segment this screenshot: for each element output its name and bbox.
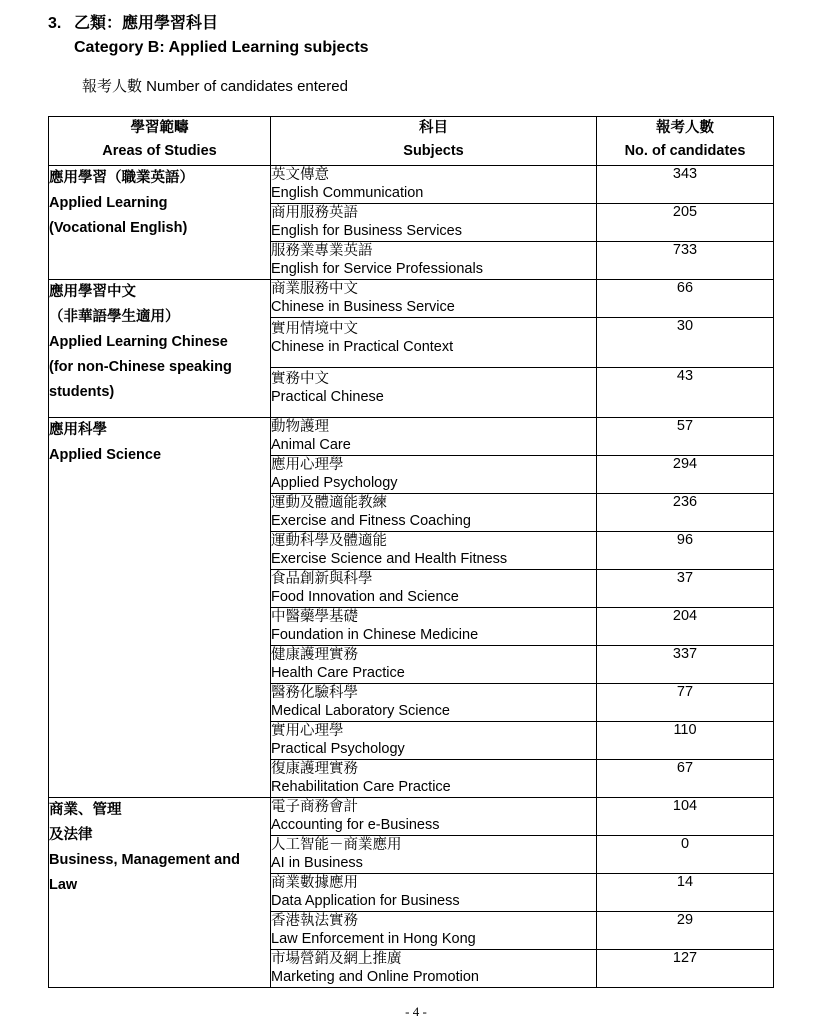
section-title-en: Category B: Applied Learning subjects <box>74 39 369 56</box>
subject-cell <box>271 950 597 988</box>
subject-name-en: Accounting for e-Business <box>271 817 440 833</box>
subject-cell <box>271 368 597 418</box>
subject-cell <box>271 798 597 836</box>
subject-name-zh: 英文傳意 <box>271 167 329 183</box>
candidate-count: 204 <box>597 608 774 646</box>
subject-name-en: Chinese in Practical Context <box>271 339 454 355</box>
candidate-count: 127 <box>597 950 774 988</box>
subject-cell <box>271 204 597 242</box>
candidate-count: 733 <box>597 242 774 280</box>
candidate-count: 43 <box>597 368 774 418</box>
subject-cell <box>271 456 597 494</box>
subject-name-en: Data Application for Business <box>271 893 460 909</box>
subject-name-en: English Communication <box>271 185 424 201</box>
candidates-table <box>48 116 774 988</box>
subject-name-zh: 運動及體適能教練 <box>271 495 387 511</box>
candidate-count: 294 <box>597 456 774 494</box>
header-area-zh: 學習範疇 <box>130 120 189 136</box>
subject-name-zh: 應用心理學 <box>271 457 344 473</box>
candidate-count: 337 <box>597 646 774 684</box>
candidate-count: 77 <box>597 684 774 722</box>
subject-cell <box>271 570 597 608</box>
subject-name-en: AI in Business <box>271 855 363 871</box>
header-count <box>597 117 774 166</box>
header-count-en: No. of candidates <box>624 143 746 159</box>
area-of-study-line: Applied Learning Chinese <box>49 334 228 350</box>
subject-cell <box>271 722 597 760</box>
subject-name-zh: 中醫藥學基礎 <box>271 609 358 625</box>
header-count-zh: 報考人數 <box>656 120 714 136</box>
subject-name-en: Food Innovation and Science <box>271 589 459 605</box>
table-caption: 報考人數 Number of candidates entered <box>82 78 348 95</box>
subject-name-en: Exercise Science and Health Fitness <box>271 551 508 567</box>
table-row <box>49 418 774 456</box>
candidate-count: 104 <box>597 798 774 836</box>
subject-name-zh: 實務中文 <box>271 371 329 387</box>
area-of-study-line: 應用學習中文 <box>49 284 136 300</box>
page-number: - 4 - <box>405 1004 427 1019</box>
candidate-count: 14 <box>597 874 774 912</box>
subject-name-zh: 電子商務會計 <box>271 799 358 815</box>
candidate-count: 66 <box>597 280 774 318</box>
candidate-count: 37 <box>597 570 774 608</box>
subject-cell <box>271 912 597 950</box>
area-of-study-line: (Vocational English) <box>49 220 188 236</box>
subject-name-zh: 商業數據應用 <box>271 875 358 891</box>
table-row <box>49 280 774 318</box>
subject-name-en: Marketing and Online Promotion <box>271 969 479 985</box>
area-of-study-line: 商業、管理 <box>49 802 122 818</box>
area-of-study-line: Applied Learning <box>49 195 168 211</box>
area-of-study-cell <box>49 798 271 988</box>
area-of-study-line: 應用科學 <box>49 422 107 438</box>
subject-cell <box>271 494 597 532</box>
area-of-study-line: Applied Science <box>49 447 162 463</box>
area-of-study-line: 及法律 <box>49 827 93 843</box>
table-header-row <box>49 117 774 166</box>
subject-name-en: Chinese in Business Service <box>271 299 455 315</box>
section-heading <box>48 12 218 36</box>
subject-name-zh: 動物護理 <box>271 419 329 435</box>
subject-name-en: Practical Chinese <box>271 389 384 405</box>
table-row <box>49 798 774 836</box>
subject-cell <box>271 280 597 318</box>
subject-name-en: Exercise and Fitness Coaching <box>271 513 471 529</box>
subject-name-zh: 運動科學及體適能 <box>271 533 387 549</box>
subject-name-zh: 香港執法實務 <box>271 913 358 929</box>
section-title-zh: 乙類：應用學習科目 <box>74 15 219 32</box>
subject-name-zh: 市場營銷及網上推廣 <box>271 951 402 967</box>
area-of-study-cell <box>49 280 271 418</box>
subject-name-zh: 人工智能－商業應用 <box>271 837 402 853</box>
subject-name-en: Foundation in Chinese Medicine <box>271 627 479 643</box>
subject-name-zh: 食品創新與科學 <box>271 571 373 587</box>
header-area <box>49 117 271 166</box>
subject-name-zh: 商業服務中文 <box>271 281 358 297</box>
candidate-count: 57 <box>597 418 774 456</box>
candidate-count: 0 <box>597 836 774 874</box>
subject-name-en: English for Business Services <box>271 223 462 239</box>
subject-cell <box>271 874 597 912</box>
subject-name-zh: 實用心理學 <box>271 723 344 739</box>
candidate-count: 67 <box>597 760 774 798</box>
subject-name-zh: 健康護理實務 <box>271 647 358 663</box>
header-subject-en: Subjects <box>403 143 464 159</box>
subject-cell <box>271 318 597 368</box>
subject-cell <box>271 836 597 874</box>
area-of-study-line: Business, Management and <box>49 852 240 868</box>
header-area-en: Areas of Studies <box>102 143 217 159</box>
section-number: 3. <box>48 15 62 32</box>
area-of-study-cell <box>49 166 271 280</box>
subject-name-en: Applied Psychology <box>271 475 398 491</box>
subject-cell <box>271 418 597 456</box>
candidate-count: 30 <box>597 318 774 368</box>
candidate-count: 96 <box>597 532 774 570</box>
candidate-count: 343 <box>597 166 774 204</box>
subject-name-en: Health Care Practice <box>271 665 405 681</box>
subject-name-en: Practical Psychology <box>271 741 405 757</box>
table-row <box>49 166 774 204</box>
subject-name-zh: 商用服務英語 <box>271 205 358 221</box>
area-of-study-line: 應用學習（職業英語） <box>49 170 194 186</box>
subject-name-en: Medical Laboratory Science <box>271 703 450 719</box>
candidate-count: 236 <box>597 494 774 532</box>
subject-name-zh: 復康護理實務 <box>271 761 358 777</box>
subject-cell <box>271 532 597 570</box>
area-of-study-line: (for non-Chinese speaking <box>49 359 232 375</box>
area-of-study-line: （非華語學生適用） <box>49 309 180 325</box>
header-subject-zh: 科目 <box>419 120 448 136</box>
subject-cell <box>271 242 597 280</box>
subject-cell <box>271 608 597 646</box>
subject-name-en: English for Service Professionals <box>271 261 483 277</box>
subject-name-en: Rehabilitation Care Practice <box>271 779 451 795</box>
subject-name-zh: 醫務化驗科學 <box>271 685 358 701</box>
area-of-study-line: students) <box>49 384 115 400</box>
header-subject <box>271 117 597 166</box>
subject-name-en: Animal Care <box>271 437 351 453</box>
subject-name-zh: 實用情境中文 <box>271 321 358 337</box>
area-of-study-line: Law <box>49 877 78 893</box>
candidate-count: 205 <box>597 204 774 242</box>
subject-cell <box>271 760 597 798</box>
candidate-count: 110 <box>597 722 774 760</box>
subject-cell <box>271 646 597 684</box>
subject-name-zh: 服務業專業英語 <box>271 243 373 259</box>
area-of-study-cell <box>49 418 271 798</box>
subject-name-en: Law Enforcement in Hong Kong <box>271 931 476 947</box>
subject-cell <box>271 684 597 722</box>
subject-cell <box>271 166 597 204</box>
candidate-count: 29 <box>597 912 774 950</box>
